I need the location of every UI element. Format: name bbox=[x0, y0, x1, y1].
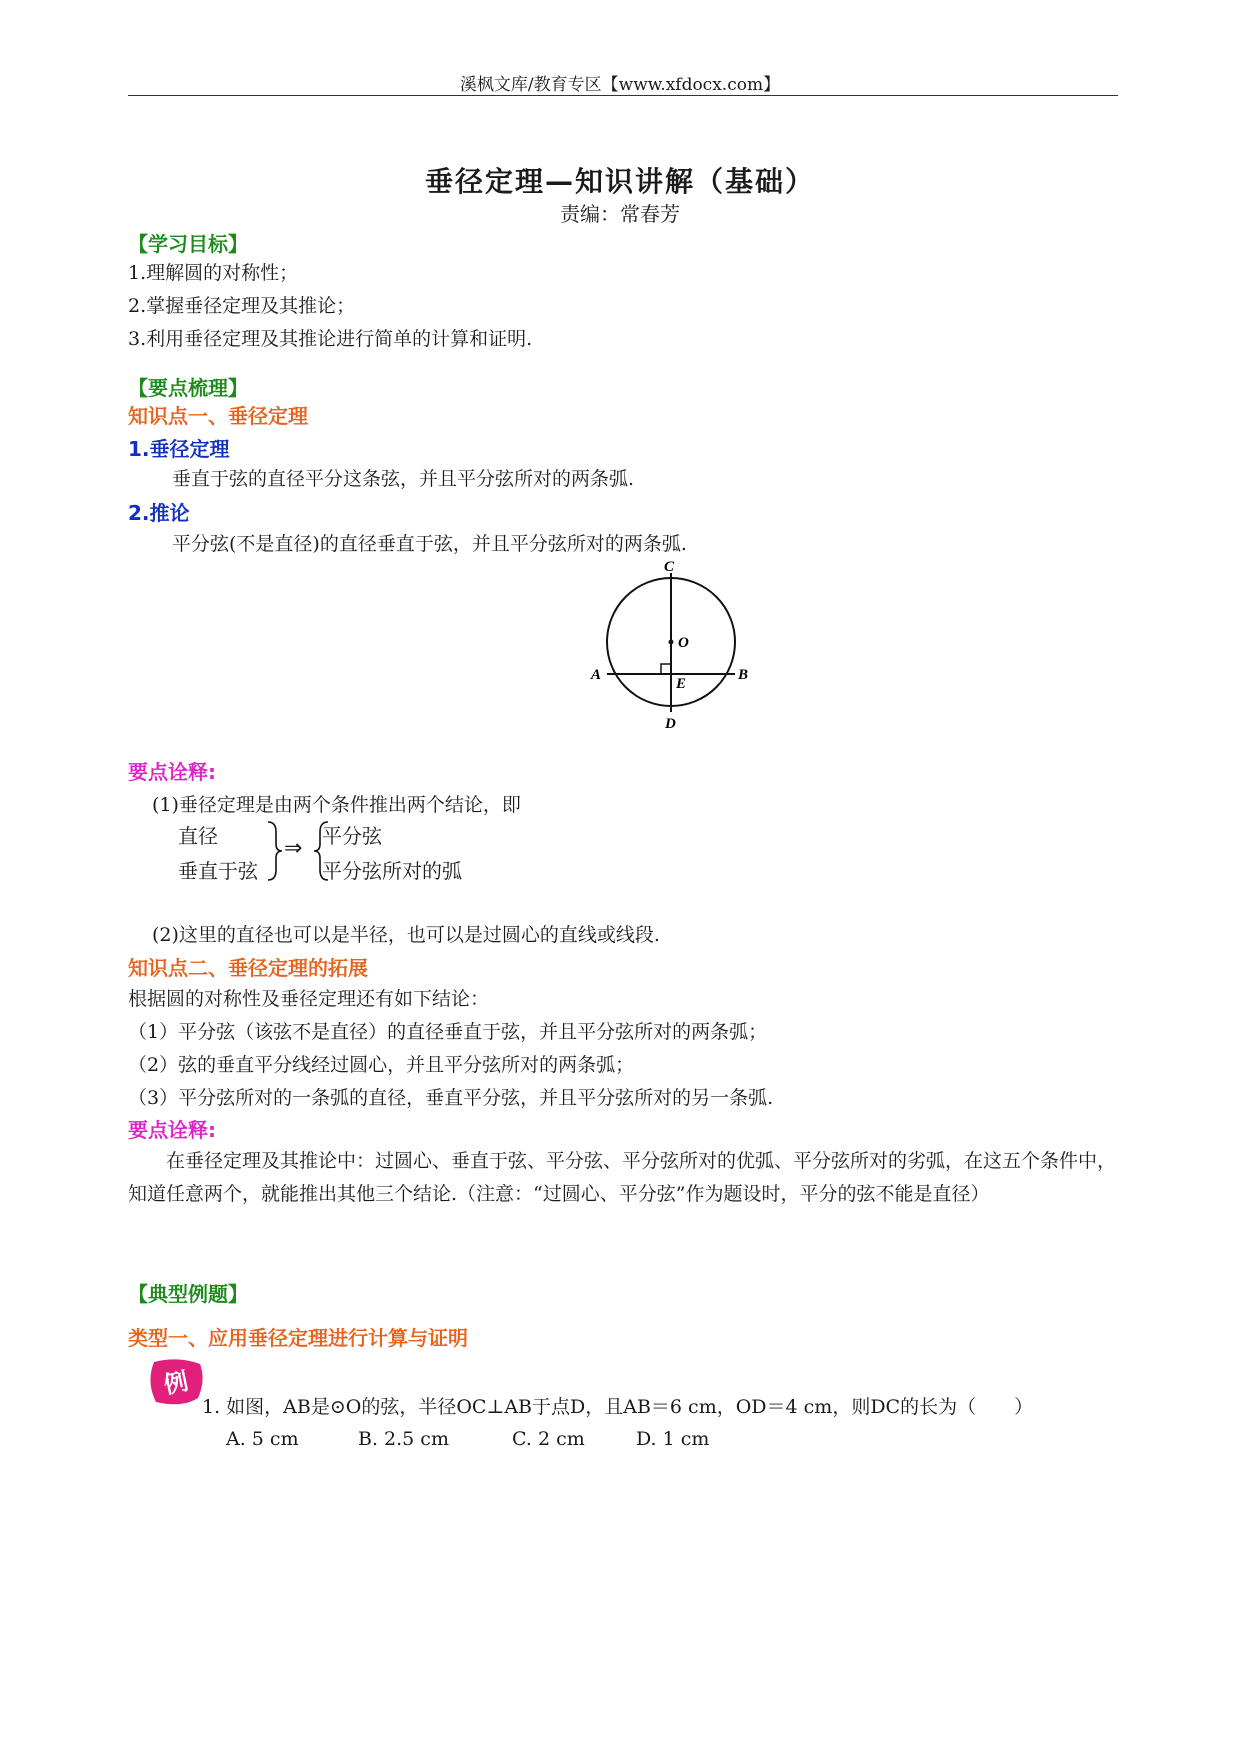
option-a: A. 5 cm bbox=[226, 1428, 299, 1450]
label-d: D bbox=[665, 716, 676, 730]
page-header-source: 溪枫文库/教育专区【www.xfdocx.com】 bbox=[459, 75, 781, 95]
document-title: 垂径定理—知识讲解（基础） bbox=[424, 165, 815, 198]
point2-item2: （2）弦的垂直平分线经过圆心，并且平分弦所对的两条弧； bbox=[128, 1054, 635, 1076]
label-o: O bbox=[678, 635, 689, 651]
center-dot bbox=[669, 640, 674, 645]
right-angle-mark bbox=[661, 664, 671, 674]
goal-item-2: 2.掌握垂径定理及其推论； bbox=[128, 295, 356, 317]
question-1: 1. 如图，AB是⊙O的弦，半径OC⊥AB于点D，且AB＝6 cm，OD＝4 cm，则DC的长为（ ） bbox=[202, 1396, 1034, 1418]
circle-chord-figure bbox=[585, 555, 755, 730]
option-b: B. 2.5 cm bbox=[358, 1428, 449, 1450]
type1-heading: 类型一、应用垂径定理进行计算与证明 bbox=[128, 1326, 468, 1350]
right-brace bbox=[268, 822, 282, 880]
condition-diameter: 直径 bbox=[178, 824, 218, 848]
goal-item-1: 1.理解圆的对称性； bbox=[128, 262, 299, 284]
point2-item1: （1）平分弦（该弦不是直径）的直径垂直于弦，并且平分弦所对的两条弧； bbox=[128, 1021, 768, 1043]
point1-heading: 知识点一、垂径定理 bbox=[128, 404, 308, 428]
condition-perpendicular: 垂直于弦 bbox=[178, 859, 258, 883]
option-d: D. 1 cm bbox=[636, 1428, 710, 1450]
point2-heading: 知识点二、垂径定理的拓展 bbox=[128, 956, 368, 980]
corollary-text: 平分弦(不是直径)的直径垂直于弦，并且平分弦所对的两条弧. bbox=[172, 533, 687, 555]
point2-item3: （3）平分弦所对的一条弧的直径，垂直平分弦，并且平分弦所对的另一条弧. bbox=[128, 1087, 774, 1109]
note1-item2: (2)这里的直径也可以是半径，也可以是过圆心的直线或线段. bbox=[152, 924, 660, 946]
option-c: C. 2 cm bbox=[512, 1428, 585, 1450]
label-b: B bbox=[738, 667, 749, 683]
result-bisect-arc: 平分弦所对的弧 bbox=[322, 859, 462, 883]
note2-text: 在垂径定理及其推论中：过圆心、垂直于弦、平分弦、平分弦所对的优弧、平分弦所对的劣弧，在这五个条件中，知道任意两个，就能推出其他三个结论.（注意：“过圆心、平分弦”作为题设时，平分的弦不能是直径） bbox=[128, 1150, 1117, 1205]
implies-arrow: ⇒ bbox=[284, 836, 303, 861]
result-bisect-chord: 平分弦 bbox=[322, 824, 382, 848]
theorem-text: 垂直于弦的直径平分这条弦，并且平分弦所对的两条弧. bbox=[172, 468, 635, 490]
example-badge bbox=[148, 1358, 206, 1408]
theorem-title: 1.垂径定理 bbox=[128, 437, 230, 461]
goals-heading: 【学习目标】 bbox=[128, 232, 248, 256]
corollary-title: 2.推论 bbox=[128, 501, 190, 525]
summary-heading: 【要点梳理】 bbox=[128, 376, 248, 400]
label-a: A bbox=[591, 667, 602, 683]
examples-heading: 【典型例题】 bbox=[128, 1282, 248, 1306]
document-author: 责编：常春芳 bbox=[560, 202, 680, 226]
header-divider bbox=[128, 95, 1118, 96]
badge-label: 例 bbox=[161, 1367, 191, 1400]
label-e: E bbox=[676, 676, 687, 692]
note1-heading: 要点诠释: bbox=[128, 760, 216, 784]
point2-intro: 根据圆的对称性及垂径定理还有如下结论： bbox=[128, 988, 490, 1010]
note1-item1: (1)垂径定理是由两个条件推出两个结论，即 bbox=[152, 794, 521, 816]
goal-item-3: 3.利用垂径定理及其推论进行简单的计算和证明. bbox=[128, 328, 533, 350]
label-c: C bbox=[664, 559, 675, 575]
note2-heading: 要点诠释: bbox=[128, 1118, 216, 1142]
